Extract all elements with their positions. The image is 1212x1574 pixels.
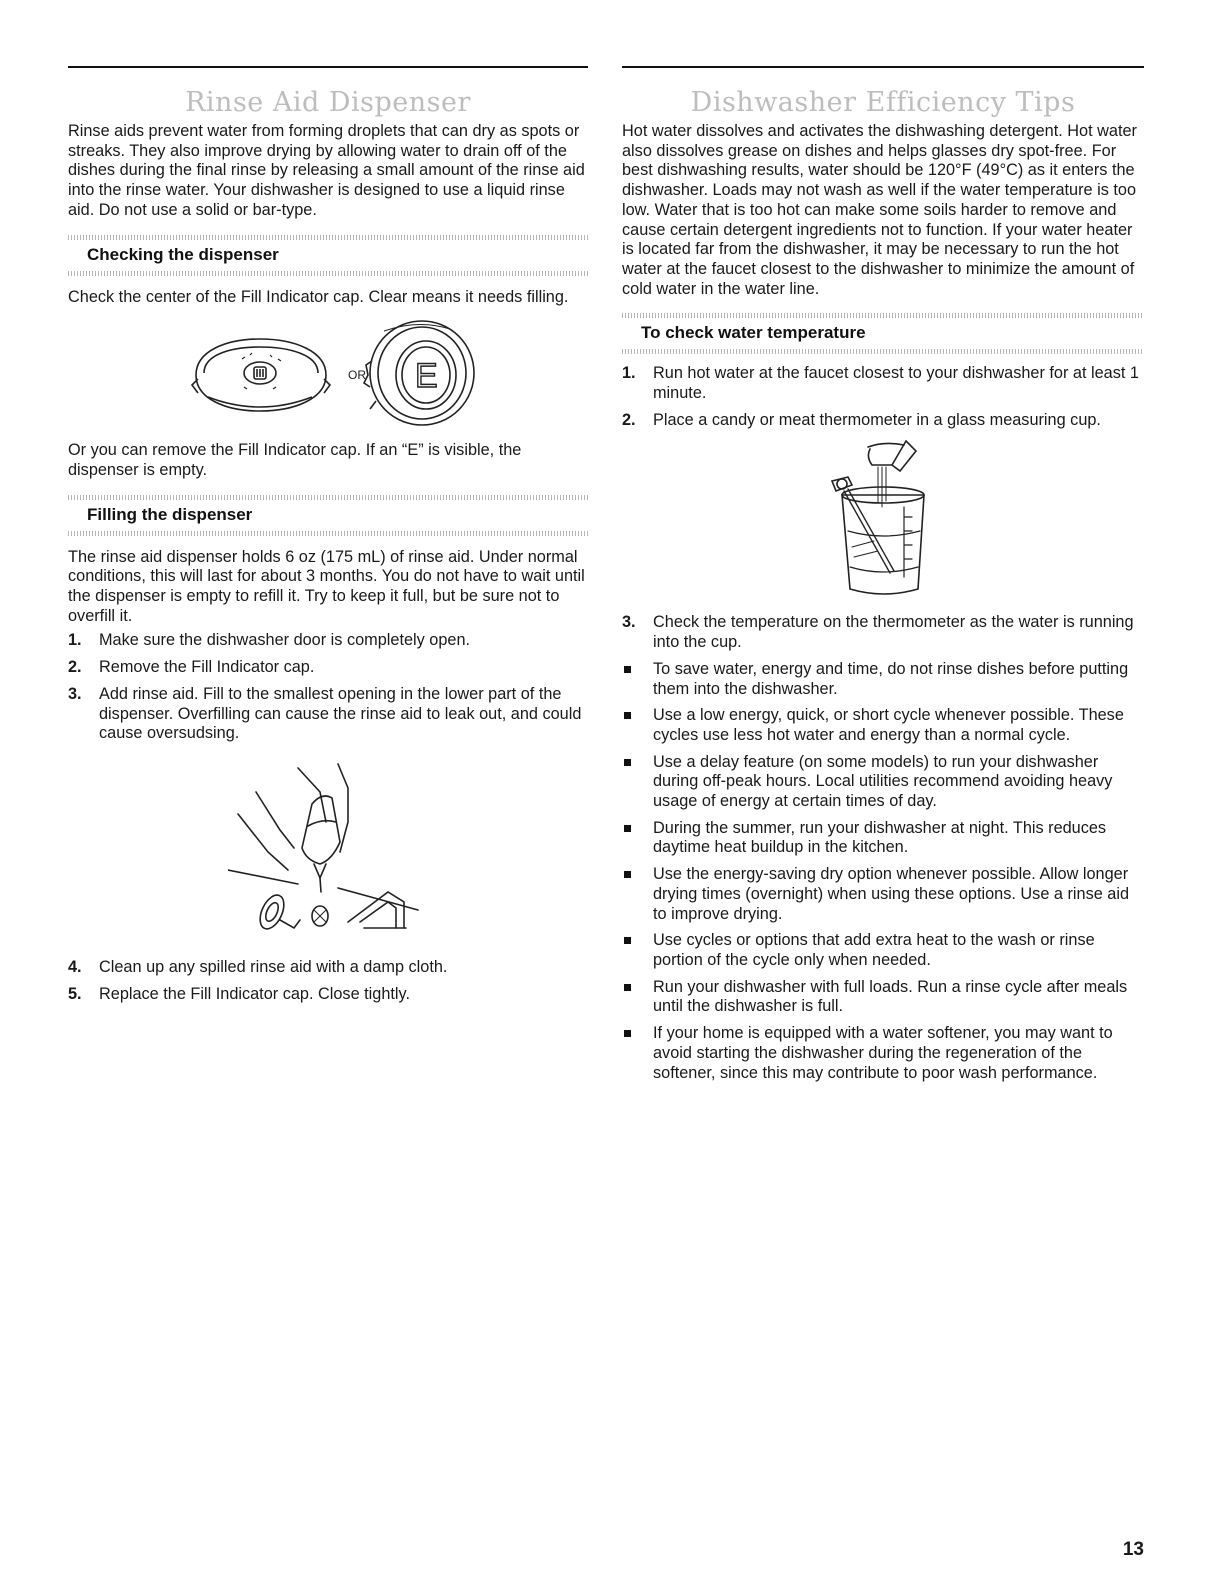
tip-text: Use a low energy, quick, or short cycle whenever possible. These cycles use less hot water and energy than a normal cycle. [653,706,1124,744]
step-text: Place a candy or meat thermometer in a glass measuring cup. [653,410,1101,429]
tip-text: Use a delay feature (on some models) to run your dishwasher during off-peak hours. Local utilities recommend avoiding heavy usage of energy at certain times of day. [653,752,1113,811]
step-text: Clean up any spilled rinse aid with a damp cloth. [99,957,448,976]
rinse-aid-intro: Rinse aids prevent water from forming droplets that can dry as spots or streaks. They also improve drying by allowing water to drain off of the dishes during the final rinse by releasing a small amount of the rinse aid into the rinse water. Your dishwasher is designed to use a liquid rinse aid. Do not use a solid or bar-type. [68,122,585,219]
tip-text: During the summer, run your dishwasher at night. This reduces daytime heat buildup in the kitchen. [653,818,1107,857]
bullet-square-icon [624,712,631,719]
temp-steps-list [622,364,1144,430]
step-number: 2. [68,658,82,677]
page-number: 13 [1122,1539,1144,1560]
step-text: Run hot water at the faucet closest to your dishwasher for at least 1 minute. [653,364,1139,403]
rinse-aid-filling-figure [228,752,428,952]
step-text: Remove the Fill Indicator cap. [99,658,315,677]
step-number: 1. [622,364,636,383]
or-label: OR [348,368,366,383]
step-number: 3. [622,613,636,632]
list-item [622,1024,1144,1083]
measuring-cup-thermometer-figure [808,437,958,607]
list-item [68,685,588,744]
list-item [68,985,588,1005]
checking-text: Check the center of the Fill Indicator cap. Clear means it needs filling. [68,287,569,306]
tip-text: If your home is equipped with a water softener, you may want to avoid starting the dishwasher during the regeneration of the softener, since this may contribute to poor wash performance. [653,1024,1113,1082]
list-item [68,958,588,978]
filling-steps-list-2 [68,958,588,1004]
section-title-rinse-aid: Rinse Aid Dispenser [185,87,471,118]
list-item [622,753,1144,812]
step-text: Make sure the dishwasher door is completely open. [99,631,471,650]
temp-steps-list-2 [622,613,1144,652]
cap-letter-e: E [415,357,438,396]
remove-cap-text: Or you can remove the Fill Indicator cap. If an “E” is visible, the dispenser is empty. [68,441,522,479]
list-item [622,660,1144,699]
bullet-square-icon [624,984,631,991]
tip-text: To save water, energy and time, do not rinse dishes before putting them into the dishwasher. [653,659,1129,698]
top-rule [622,66,1144,68]
filling-text: The rinse aid dispenser holds 6 oz (175 mL) of rinse aid. Under normal conditions, this will last for about 3 months. You do not have to wait until the dispenser is empty to refill it. Try to keep it full, but be sure not to overfill it. [68,547,585,625]
subheading-check-temp: To check water temperature [641,323,866,343]
cap-clear-icon [192,339,330,411]
bullet-square-icon [624,825,631,832]
step-text: Add rinse aid. Fill to the smallest opening in the lower part of the dispenser. Overfilling can cause the rinse aid to leak out, and could cause oversudsing. [99,684,582,743]
fill-indicator-cap-figure [178,313,478,435]
bullet-square-icon [624,1030,631,1037]
efficiency-tips-list [622,660,1144,1083]
step-number: 5. [68,984,82,1003]
list-item [622,364,1144,403]
bullet-square-icon [624,937,631,944]
list-item [622,613,1144,652]
step-number: 2. [622,410,636,429]
list-item [622,819,1144,858]
hatch-rule [68,495,588,500]
step-text: Replace the Fill Indicator cap. Close tightly. [99,984,410,1003]
list-item [68,631,588,651]
hatch-rule [68,235,588,240]
list-item [68,658,588,678]
step-number: 1. [68,631,82,650]
tip-text: Run your dishwasher with full loads. Run a rinse cycle after meals until the dishwasher is full. [653,977,1128,1016]
list-item [622,411,1144,431]
hatch-rule [622,313,1144,318]
subheading-checking: Checking the dispenser [87,244,279,264]
list-item [622,931,1144,970]
bullet-square-icon [624,666,631,673]
tip-text: Use cycles or options that add extra heat to the wash or rinse portion of the cycle only when needed. [653,931,1095,969]
section-title-efficiency: Dishwasher Efficiency Tips [690,87,1076,118]
right-column [622,66,1144,1090]
subheading-filling: Filling the dispenser [87,504,253,524]
left-column [68,66,588,1011]
filling-steps-list [68,631,588,744]
bullet-square-icon [624,871,631,878]
list-item [622,865,1144,924]
step-number: 3. [68,684,82,703]
list-item [622,706,1144,745]
bullet-square-icon [624,759,631,766]
efficiency-intro: Hot water dissolves and activates the dishwashing detergent. Hot water also dissolves grease on dishes and helps glasses dry spot-free. For best dishwashing results, water should be 120°F (49°C) as it enters the dishwasher. Loads may not wash as well if the water temperature is too low. Water that is too hot can make some soils harder to remove and cause certain detergent ingredients not to function. If your water heater is located far from the dishwasher, it may be necessary to run the hot water at the faucet closest to the dishwasher to minimize the amount of cold water in the water line. [622,122,1137,298]
step-number: 4. [68,957,82,976]
step-text: Check the temperature on the thermometer as the water is running into the cup. [653,613,1134,652]
list-item [622,978,1144,1017]
top-rule [68,66,588,68]
tip-text: Use the energy-saving dry option whenever possible. Allow longer drying times (overnight) when using these options. Use a rinse aid to improve drying. [653,865,1130,923]
